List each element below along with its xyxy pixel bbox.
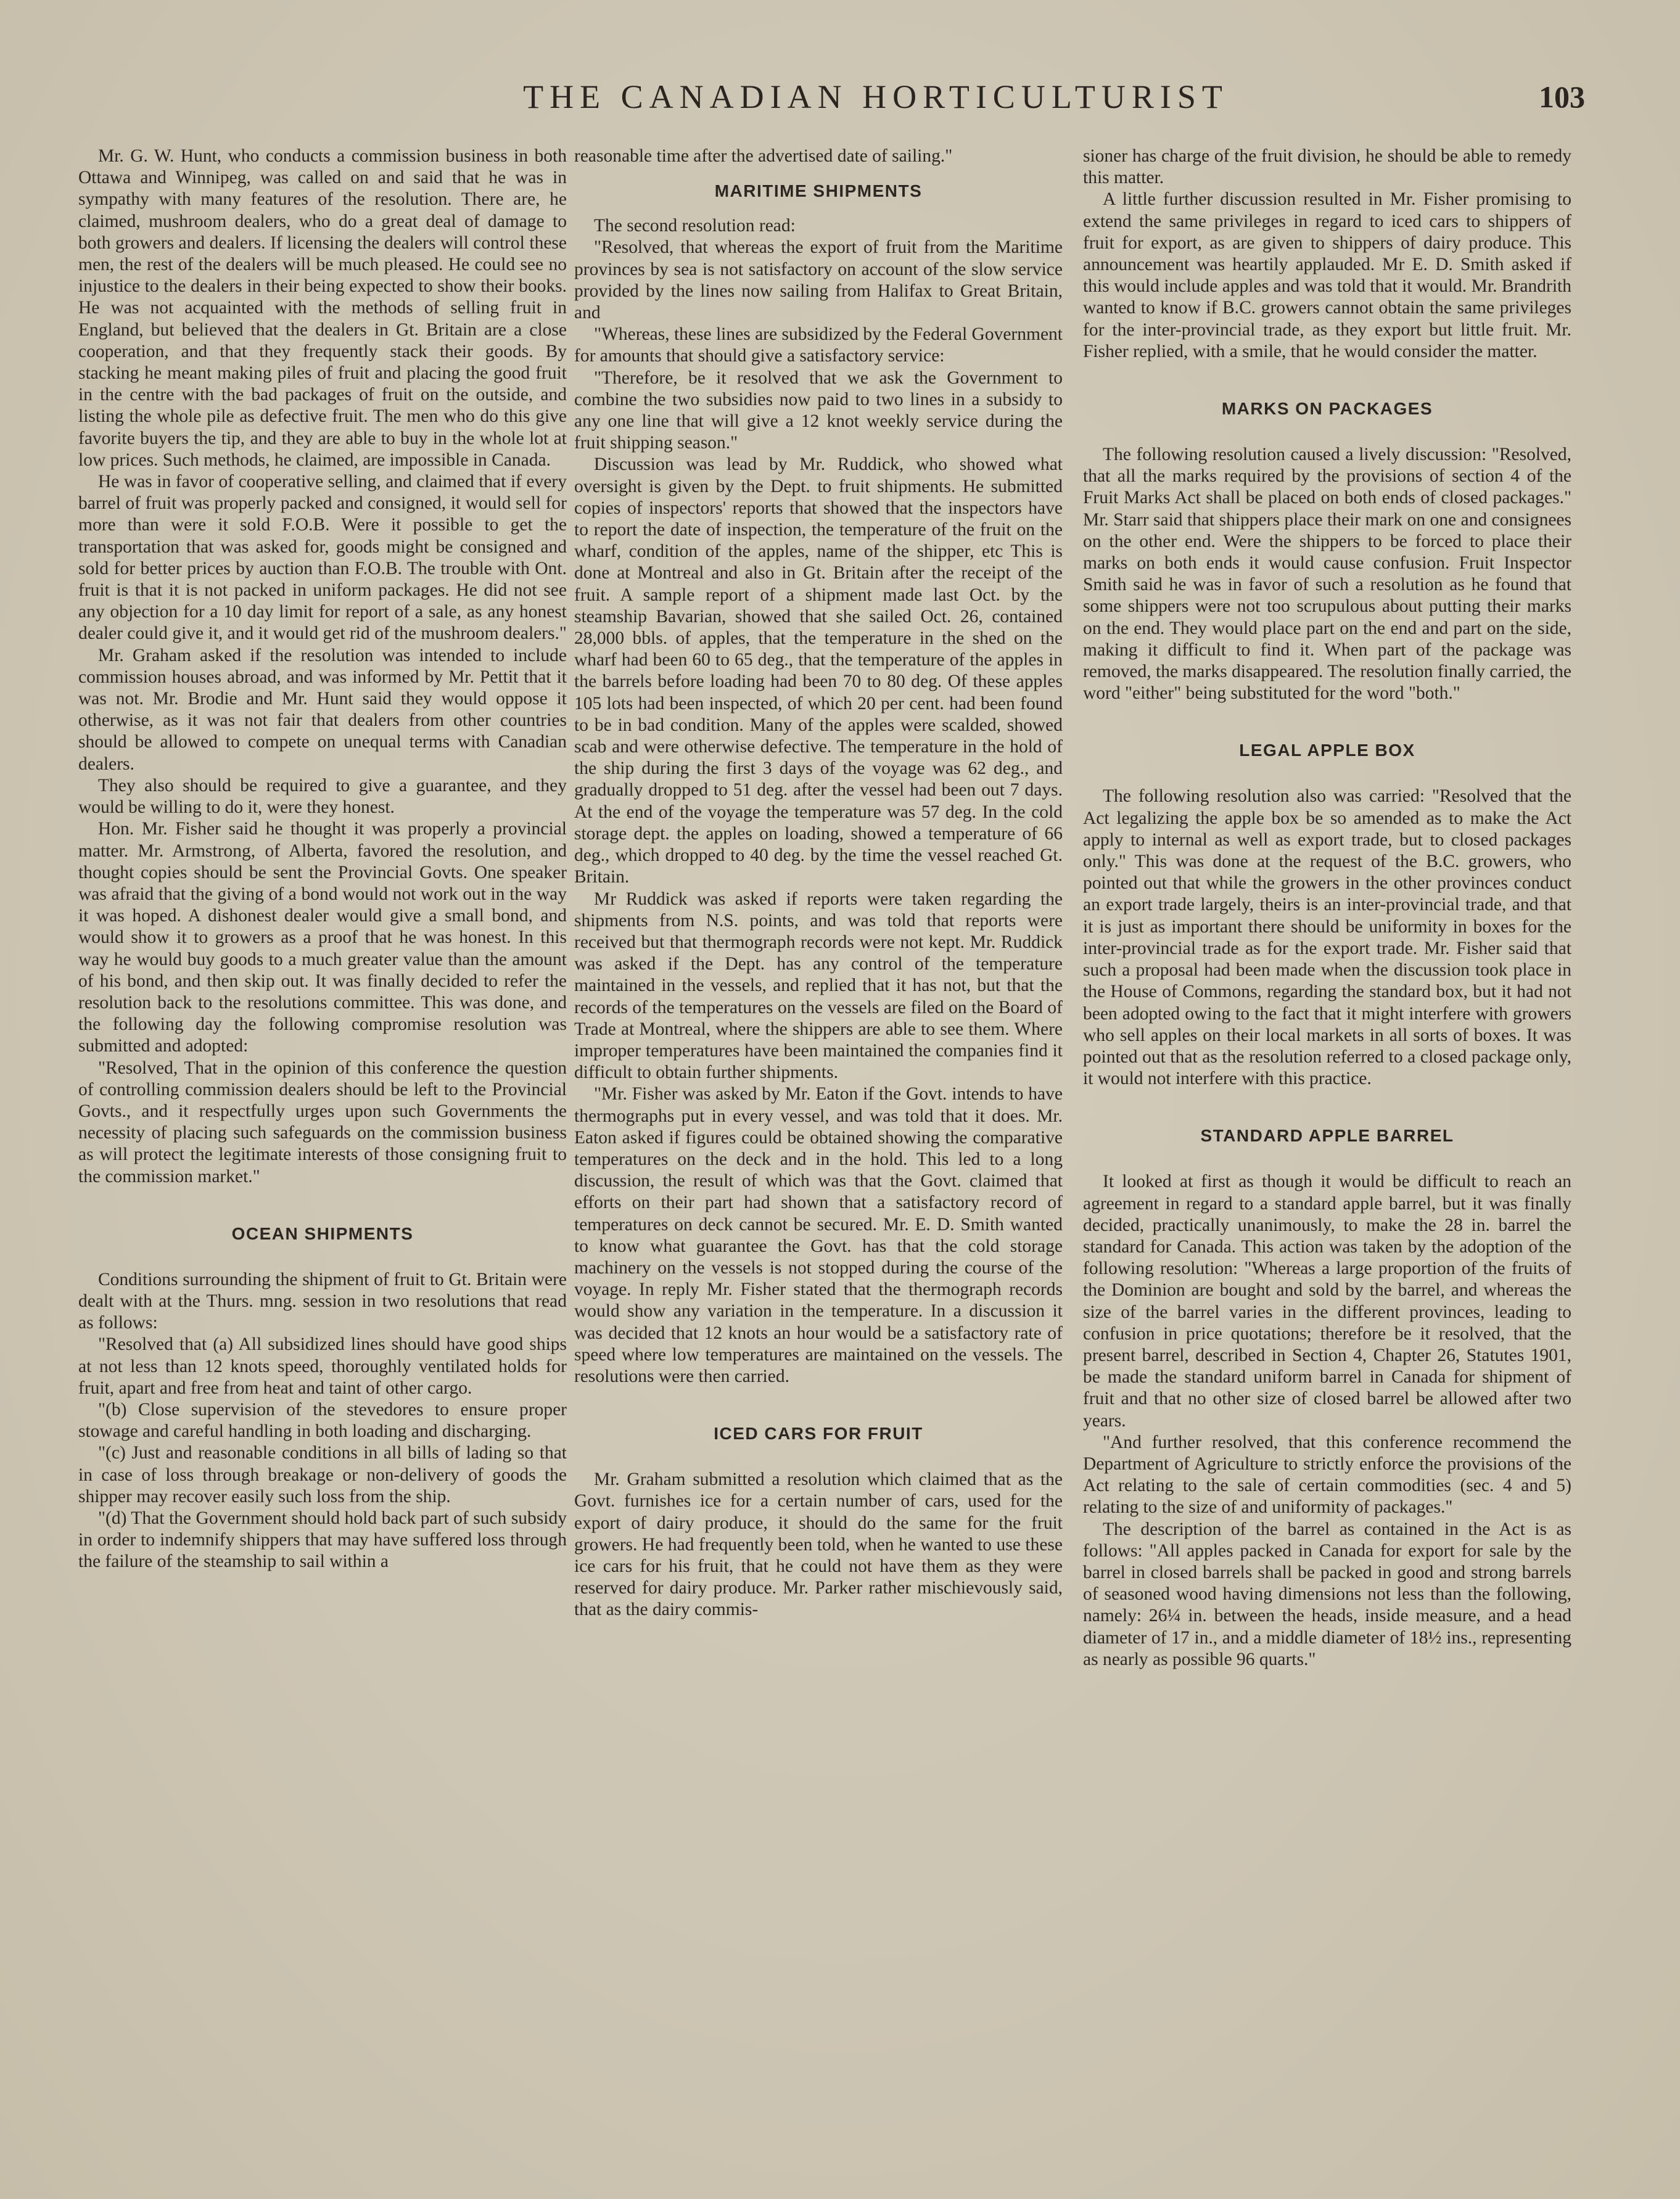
article-column-2 [574,146,1063,2144]
paragraph: The following resolution also was carried: "Resolved that the Act legalizing the apple box be so amended as to make the Act apply to internal as well as export trade, but to closed packages only." This was done at the request of the B.C. growers, who pointed out that while the growers in the other provinces conduct an export trade largely, theirs is an inter-provincial trade, and that it is just as important there should be uniformity in boxes for the inter-provincial trade as for the export trade. Mr. Fisher said that such a proposal had been made when the discussion took place in the House of Commons, regarding the standard box, but it had not been adopted owing to the fact that it might interfere with growers who sell apples on their local markets in all sorts of boxes. It was pointed out that as the resolution referred to a closed package only, it would not interfere with this practice. [1083,786,1571,1089]
section-heading-maritime-shipments: MARITIME SHIPMENTS [714,181,923,201]
paragraph: reasonable time after the advertised date of sailing." [574,146,953,166]
running-head-title: THE CANADIAN HORTICULTURIST [523,78,1229,115]
paragraph: "Therefore, be it resolved that we ask the Government to combine the two subsidies now paid to two lines in a subsidy to any one line that will give a 12 knot weekly service during the fruit shipping season." [574,368,1063,453]
paragraph: "And further resolved, that this conference recommend the Department of Agriculture to strictly enforce the provisions of the Act relating to the sale of certain commodities (sec. 4 and 5) relating to the size of and uniformity of packages." [1083,1432,1571,1518]
paragraph: Mr. Graham submitted a resolution which claimed that as the Govt. furnishes ice for a certain number of cars, used for the export of dairy produce, it should do the same for the fruit growers. He had frequently been told, when he wanted to use these ice cars for his fruit, that he could not have them as they were reserved for dairy produce. Mr. Parker rather mischievously said, that as the dairy commis- [574,1469,1063,1620]
paragraph: "Resolved that (a) All subsidized lines should have good ships at not less than 12 knots speed, thoroughly ventilated holds for fruit, apart and free from heat and taint of other cargo. [78,1334,567,1398]
paragraph: It looked at first as though it would be difficult to reach an agreement in regard to a standard apple barrel, but it was finally decided, practically unanimously, to make the 28 in. barrel the standard for Canada. This action was taken by the adoption of the following resolution: "Whereas a large proportion of the fruits of the Dominion are bought and sold by the barrel, and whereas the size of the barrel varies in the different provinces, leading to confusion in price quotations; therefore be it resolved, that the present barrel, described in Section 4, Chapter 26, Statutes 1901, be made the standard uniform barrel in Canada for shipment of fruit and that no other size of closed barrel be allowed after two years. [1083,1172,1571,1431]
paragraph: Mr. G. W. Hunt, who conducts a commission business in both Ottawa and Winnipeg, was called on and said that he was in sympathy with many features of the resolution. There are, he claimed, mushroom dealers, who do a great deal of damage to both growers and dealers. If licensing the dealers will control these men, the rest of the dealers will be much pleased. He could see no injustice to the dealers in their being expected to show their books. He was not acquainted with the methods of selling fruit in England, but believed that the dealers in Gt. Britain are a close cooperation, and that they frequently stack their goods. By stacking he meant making piles of fruit and placing the good fruit in the centre with the bad packages of fruit on the outside, and listing the whole pile as defective fruit. The men who do this give favorite buyers the tip, and they are able to buy in the whole lot at low prices. Such methods, he claimed, are impossible in Canada. [78,146,567,470]
paragraph: Mr Ruddick was asked if reports were taken regarding the shipments from N.S. points, and was told that reports were received but that thermograph records were not kept. Mr. Ruddick was asked if the Dept. has any control of the temperature maintained in the vessels, and replied that it has not, but that the records of the temperatures on the vessels are filed on the Board of Trade at Montreal, where the shippers are able to see them. Where improper temperatures have been maintained the companies find it difficult to obtain further shipments. [574,889,1063,1083]
section-heading-legal-apple-box: LEGAL APPLE BOX [1239,741,1415,760]
paragraph: The description of the barrel as contained in the Act is as follows: "All apples packed in Canada for export for sale by the barrel in closed barrels shall be packed in good and strong barrels of seasoned wood having dimensions not less than the following, namely: 26¼ in. between the heads, inside measure, and a head diameter of 17 in., and a middle diameter of 18½ ins., representing as nearly as possible 96 quarts." [1083,1519,1571,1669]
paragraph: They also should be required to give a guarantee, and they would be willing to do it, were they honest. [78,775,567,818]
paragraph: The second resolution read: [594,216,796,236]
paragraph: "(b) Close supervision of the stevedores to ensure proper stowage and careful handling in both loading and discharging. [78,1399,567,1442]
paragraph: Discussion was lead by Mr. Ruddick, who showed what oversight is given by the Dept. to fruit shipments. He submitted copies of inspectors' reports that showed that the inspectors have to report the date of inspection, the temperature of the fruit on the wharf, condition of the apples, name of the shipper, etc This is done at Montreal and also in Gt. Britain after the receipt of the fruit. A sample report of a shipment made last Oct. by the steamship Bavarian, showed that she sailed Oct. 26, contained 28,000 bbls. of apples, that the temperature in the shed on the wharf had been 60 to 65 deg., that the temperature of the apples in the barrels before loading had been 70 to 80 deg. Of these apples 105 lots had been inspected, of which 20 per cent. had been found to be in bad condition. Many of the apples were scalded, showed scab and were otherwise defective. The temperature in the hold of the ship during the first 3 days of the voyage was 62 deg., and gradually dropped to 51 deg. after the vessel had been out 7 days. At the end of the voyage the temperature was 57 deg. In the cold storage dept. the apples on loading, showed a temperature of 66 deg., which dropped to 40 deg. by the time the vessel reached Gt. Britain. [574,454,1063,887]
paragraph: "Whereas, these lines are subsidized by the Federal Government for amounts that should give a satisfactory service: [574,324,1063,366]
paragraph: "(d) That the Government should hold back part of such subsidy in order to indemnify shippers that may have suffered loss through the failure of the steamship to sail within a [78,1508,567,1572]
paragraph: Hon. Mr. Fisher said he thought it was properly a provincial matter. Mr. Armstrong, of Alberta, favored the resolution, and thought copies should be sent the Provincial Govts. One speaker was afraid that the giving of a bond would not work out in the way it was hoped. A dishonest dealer would give a small bond, and would show it to growers as a proof that he was honest. In this way he would buy goods to a much greater value than the amount of his bond, and then skip out. It was finally decided to refer the resolution back to the resolutions committee. This was done, and the following day the following compromise resolution was submitted and adopted: [78,819,567,1056]
paragraph: "Resolved, that whereas the export of fruit from the Maritime provinces by sea is not satisfactory on account of the slow service provided by the lines now sailing from Halifax to Great Britain, and [574,237,1063,323]
paragraph: "Resolved, That in the opinion of this conference the question of controlling commission dealers should be left to the Provincial Govts., and it respectfully urges upon such Governments the necessity of placing such safeguards on the commission business as will protect the legitimate interests of those consigning fruit to the commission market." [78,1058,567,1186]
paragraph: The following resolution caused a lively discussion: "Resolved, that all the marks required by the provisions of section 4 of the Fruit Marks Act shall be placed on both ends of closed packages." Mr. Starr said that shippers place their mark on one and consignees on the other end. Were the shippers to be forced to place their marks on both ends it would cause confusion. Fruit Inspector Smith said he was in favor of such a resolution as he found that some shippers were not too scrupulous about putting their marks on the end. They would place part on the end and part on the side, making it difficult to find it. When part of the package was removed, the marks disappeared. The resolution finally carried, the word "either" being substituted for the word "both." [1083,445,1571,704]
article-column-3 [1083,146,1571,2144]
paragraph: Mr. Graham asked if the resolution was intended to include commission houses abroad, and was informed by Mr. Pettit that it was not. Mr. Brodie and Mr. Hunt said they would oppose it otherwise, as it was not fair that dealers from other countries should be allowed to compete on unequal terms with Canadian dealers. [78,645,567,774]
section-heading-ocean-shipments: OCEAN SHIPMENTS [231,1223,414,1243]
paragraph: sioner has charge of the fruit division, he should be able to remedy this matter. [1083,146,1571,188]
section-heading-marks-on-packages: MARKS ON PACKAGES [1221,399,1433,419]
section-heading-iced-cars: ICED CARS FOR FRUIT [714,1424,923,1444]
paragraph: A little further discussion resulted in Mr. Fisher promising to extend the same privileges in regard to iced cars to shippers of fruit for export, as are given to shippers of dairy produce. This announcement was heartily applauded. Mr E. D. Smith asked if this would include apples and was told that it would. Mr. Brandrith wanted to know if B.C. growers cannot obtain the same privileges for the inter-provincial trade, as they export but little fruit. Mr. Fisher replied, with a smile, that he would consider the matter. [1083,189,1571,361]
page-number: 103 [1539,80,1585,114]
section-heading-standard-apple-barrel: STANDARD APPLE BARREL [1200,1126,1454,1146]
paragraph: Conditions surrounding the shipment of fruit to Gt. Britain were dealt with at the Thurs. mng. session in two resolutions that read as follows: [78,1269,567,1333]
article-column-1 [78,146,567,2144]
paragraph: He was in favor of cooperative selling, and claimed that if every barrel of fruit was properly packed and consigned, it would sell for more than were it sold F.O.B. Were it possible to get the transportation that was asked for, goods might be consigned and sold for better prices by auction than F.O.B. The trouble with Ont. fruit is that it is not packed in uniform packages. He did not see any objection for a 10 day limit for report of a sale, as any honest dealer could give it, and it would get rid of the mushroom dealers." [78,472,567,644]
paragraph: "(c) Just and reasonable conditions in all bills of lading so that in case of loss through breakage or non-delivery of goods the shipper may recover easily such loss from the ship. [78,1443,567,1506]
paragraph: "Mr. Fisher was asked by Mr. Eaton if the Govt. intends to have thermographs put in every vessel, and was told that it does. Mr. Eaton asked if figures could be obtained showing the comparative temperatures on the deck and in the hold. This led to a long discussion, the result of which was that the Govt. claimed that efforts on their part had shown that a satisfactory record of temperatures on deck cannot be secured. Mr. E. D. Smith wanted to know what guarantee the Govt. has that the cold storage machinery on the vessels is not stopped during the course of the voyage. In reply Mr. Fisher stated that the thermograph records would show any variation in the temperature. In a discussion it was decided that 12 knots an hour would be a satisfactory rate of speed where low temperatures are maintained on the vessels. The resolutions were then carried. [574,1084,1063,1386]
